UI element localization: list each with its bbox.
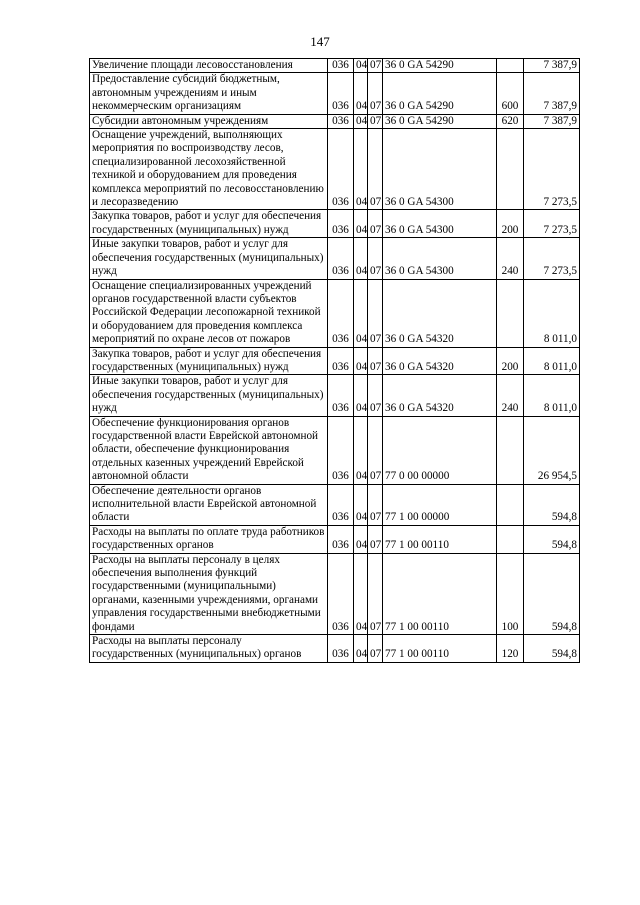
row-expense-type: 620 bbox=[497, 114, 524, 128]
row-amount: 8 011,0 bbox=[524, 375, 580, 416]
row-grbs: 036 bbox=[328, 635, 354, 663]
row-target-item: 36 0 GA 54320 bbox=[383, 347, 497, 375]
row-name: Закупка товаров, работ и услуг для обеспечения государственных (муниципальных) нужд bbox=[90, 347, 328, 375]
row-podrazdel: 07 bbox=[368, 279, 383, 347]
row-name: Расходы на выплаты персоналу государственных (муниципальных) органов bbox=[90, 635, 328, 663]
row-expense-type bbox=[497, 59, 524, 73]
row-target-item: 36 0 GA 54300 bbox=[383, 210, 497, 238]
row-podrazdel: 07 bbox=[368, 525, 383, 553]
row-razdel: 04 bbox=[354, 525, 368, 553]
row-grbs: 036 bbox=[328, 210, 354, 238]
table-row bbox=[90, 210, 580, 238]
row-expense-type bbox=[497, 129, 524, 210]
table-row bbox=[90, 375, 580, 416]
row-amount: 594,8 bbox=[524, 484, 580, 525]
row-podrazdel: 07 bbox=[368, 73, 383, 114]
table-row bbox=[90, 73, 580, 114]
row-podrazdel: 07 bbox=[368, 210, 383, 238]
row-name: Оснащение специализированных учреждений органов государственной власти субъектов Российской Федерации лесопожарной техникой и оборудованием для проведения комплекса мероприятий по охране лесов от пожаров bbox=[90, 279, 328, 347]
row-name: Оснащение учреждений, выполняющих мероприятия по воспроизводству лесов, специализированной лесохозяйственной техникой и оборудованием для проведения комплекса мероприятий по лесовосстановлению и лесоразведению bbox=[90, 129, 328, 210]
row-name: Закупка товаров, работ и услуг для обеспечения государственных (муниципальных) нужд bbox=[90, 210, 328, 238]
row-target-item: 77 1 00 00110 bbox=[383, 635, 497, 663]
row-name: Увеличение площади лесовосстановления bbox=[90, 59, 328, 73]
row-grbs: 036 bbox=[328, 114, 354, 128]
row-podrazdel: 07 bbox=[368, 484, 383, 525]
row-expense-type: 240 bbox=[497, 238, 524, 279]
table-row bbox=[90, 59, 580, 73]
row-target-item: 77 1 00 00000 bbox=[383, 484, 497, 525]
row-razdel: 04 bbox=[354, 114, 368, 128]
row-target-item: 36 0 GA 54290 bbox=[383, 59, 497, 73]
table-row bbox=[90, 238, 580, 279]
table-row bbox=[90, 416, 580, 484]
row-target-item: 77 1 00 00110 bbox=[383, 553, 497, 634]
row-grbs: 036 bbox=[328, 553, 354, 634]
row-name: Иные закупки товаров, работ и услуг для обеспечения государственных (муниципальных) нужд bbox=[90, 375, 328, 416]
row-podrazdel: 07 bbox=[368, 129, 383, 210]
row-podrazdel: 07 bbox=[368, 635, 383, 663]
table-row bbox=[90, 114, 580, 128]
row-target-item: 36 0 GA 54290 bbox=[383, 73, 497, 114]
row-grbs: 036 bbox=[328, 375, 354, 416]
row-podrazdel: 07 bbox=[368, 114, 383, 128]
row-expense-type: 200 bbox=[497, 347, 524, 375]
row-podrazdel: 07 bbox=[368, 238, 383, 279]
table-row bbox=[90, 347, 580, 375]
row-amount: 594,8 bbox=[524, 635, 580, 663]
row-razdel: 04 bbox=[354, 238, 368, 279]
row-amount: 26 954,5 bbox=[524, 416, 580, 484]
row-amount: 8 011,0 bbox=[524, 347, 580, 375]
table-row bbox=[90, 129, 580, 210]
row-target-item: 36 0 GA 54320 bbox=[383, 375, 497, 416]
table-row bbox=[90, 484, 580, 525]
page-number: 147 bbox=[310, 34, 330, 49]
row-grbs: 036 bbox=[328, 59, 354, 73]
row-grbs: 036 bbox=[328, 238, 354, 279]
row-target-item: 77 0 00 00000 bbox=[383, 416, 497, 484]
row-grbs: 036 bbox=[328, 484, 354, 525]
row-podrazdel: 07 bbox=[368, 347, 383, 375]
row-razdel: 04 bbox=[354, 347, 368, 375]
row-podrazdel: 07 bbox=[368, 416, 383, 484]
row-expense-type: 600 bbox=[497, 73, 524, 114]
row-podrazdel: 07 bbox=[368, 553, 383, 634]
row-razdel: 04 bbox=[354, 129, 368, 210]
row-target-item: 36 0 GA 54300 bbox=[383, 129, 497, 210]
row-expense-type bbox=[497, 484, 524, 525]
row-name: Расходы на выплаты персоналу в целях обеспечения выполнения функций государственными (муниципальными) органами, казенными учреждениями, органами управления государственными внебюджетными фондами bbox=[90, 553, 328, 634]
row-podrazdel: 07 bbox=[368, 375, 383, 416]
table-row bbox=[90, 553, 580, 634]
row-target-item: 77 1 00 00110 bbox=[383, 525, 497, 553]
row-razdel: 04 bbox=[354, 635, 368, 663]
row-name: Обеспечение деятельности органов исполнительной власти Еврейской автономной области bbox=[90, 484, 328, 525]
row-razdel: 04 bbox=[354, 73, 368, 114]
row-amount: 7 273,5 bbox=[524, 238, 580, 279]
row-name: Субсидии автономным учреждениям bbox=[90, 114, 328, 128]
row-razdel: 04 bbox=[354, 484, 368, 525]
row-expense-type: 240 bbox=[497, 375, 524, 416]
row-name: Предоставление субсидий бюджетным, автономным учреждениям и иным некоммерческим организациям bbox=[90, 73, 328, 114]
row-expense-type bbox=[497, 416, 524, 484]
table-row bbox=[90, 279, 580, 347]
row-name: Обеспечение функционирования органов государственной власти Еврейской автономной области, обеспечение функционирования отдельных казенных учреждений Еврейской автономной области bbox=[90, 416, 328, 484]
row-razdel: 04 bbox=[354, 416, 368, 484]
budget-table bbox=[89, 58, 580, 663]
row-amount: 7 387,9 bbox=[524, 114, 580, 128]
row-razdel: 04 bbox=[354, 279, 368, 347]
table-row bbox=[90, 525, 580, 553]
table-row bbox=[90, 635, 580, 663]
row-expense-type bbox=[497, 525, 524, 553]
row-grbs: 036 bbox=[328, 73, 354, 114]
row-grbs: 036 bbox=[328, 525, 354, 553]
row-razdel: 04 bbox=[354, 553, 368, 634]
row-amount: 594,8 bbox=[524, 525, 580, 553]
row-grbs: 036 bbox=[328, 347, 354, 375]
row-name: Расходы на выплаты по оплате труда работников государственных органов bbox=[90, 525, 328, 553]
row-expense-type: 100 bbox=[497, 553, 524, 634]
row-amount: 7 273,5 bbox=[524, 129, 580, 210]
row-amount: 594,8 bbox=[524, 553, 580, 634]
row-name: Иные закупки товаров, работ и услуг для обеспечения государственных (муниципальных) нужд bbox=[90, 238, 328, 279]
row-target-item: 36 0 GA 54320 bbox=[383, 279, 497, 347]
row-amount: 7 273,5 bbox=[524, 210, 580, 238]
row-amount: 8 011,0 bbox=[524, 279, 580, 347]
row-target-item: 36 0 GA 54290 bbox=[383, 114, 497, 128]
row-grbs: 036 bbox=[328, 129, 354, 210]
row-amount: 7 387,9 bbox=[524, 73, 580, 114]
row-amount: 7 387,9 bbox=[524, 59, 580, 73]
row-razdel: 04 bbox=[354, 210, 368, 238]
row-expense-type bbox=[497, 279, 524, 347]
row-grbs: 036 bbox=[328, 416, 354, 484]
row-expense-type: 200 bbox=[497, 210, 524, 238]
row-grbs: 036 bbox=[328, 279, 354, 347]
row-podrazdel: 07 bbox=[368, 59, 383, 73]
row-target-item: 36 0 GA 54300 bbox=[383, 238, 497, 279]
row-razdel: 04 bbox=[354, 375, 368, 416]
row-expense-type: 120 bbox=[497, 635, 524, 663]
row-razdel: 04 bbox=[354, 59, 368, 73]
